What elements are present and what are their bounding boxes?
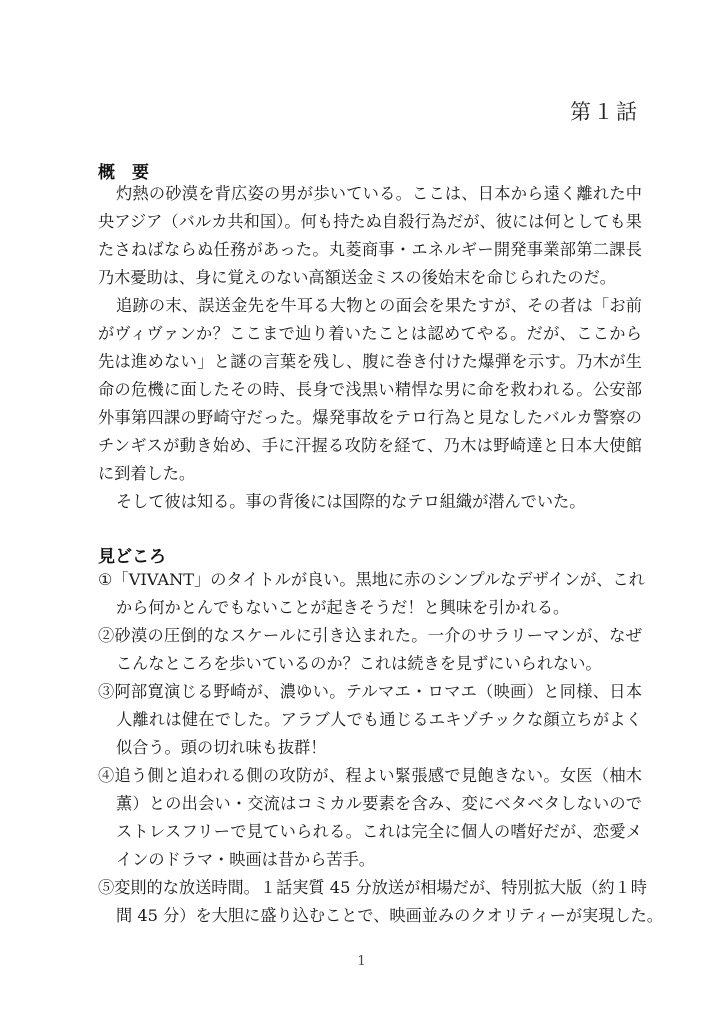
highlight-line: 人離れは健在でした。アラブ人でも通じるエキゾチックな顔立ちがよく <box>116 710 642 729</box>
summary-line: 外事第四課の野崎守だった。爆発事故をテロ行為と見なしたバルカ警察の <box>98 408 642 427</box>
summary-line: 乃木憂助は、身に覚えのない高額送金ミスの後始末を命じられたのだ。 <box>98 268 616 287</box>
highlight-line: から何かとんでもないことが起きそうだ！と興味を引かれる。 <box>116 598 570 617</box>
highlight-line: ②砂漠の圧倒的なスケールに引き込まれた。一介のサラリーマンが、なぜ <box>98 626 642 645</box>
summary-line: 央アジア（バルカ共和国）。何も持たぬ自殺行為だが、彼には何としても果 <box>98 212 642 231</box>
highlights-heading: 見どころ <box>98 547 166 567</box>
summary-line: 灼熱の砂漠を背広姿の男が歩いている。ここは、日本から遠く離れた中 <box>116 184 642 203</box>
summary-line: に到着した。 <box>98 464 196 483</box>
summary-line: 先は進めない」と謎の言葉を残し、腹に巻き付けた爆弾を示す。乃木が生 <box>98 352 642 371</box>
highlight-line: ⑤変則的な放送時間。１話実質 45 分放送が相場だが、特別拡大版（約１時 <box>98 878 647 897</box>
page-number: 1 <box>357 954 366 969</box>
episode-title: 第１話 <box>570 100 639 124</box>
summary-line: がヴィヴァンか？ここまで辿り着いたことは認めてやる。だが、ここから <box>98 324 642 343</box>
summary-line: たさねばならぬ任務があった。丸菱商事・エネルギー開発事業部第二課長 <box>98 240 642 259</box>
highlight-line: ④追う側と追われる側の攻防が、程よい緊張感で見飽きない。女医（柚木 <box>98 766 642 785</box>
summary-line: 追跡の末、誤送金先を牛耳る大物との面会を果たすが、その者は「お前 <box>116 296 642 315</box>
summary-line: 命の危機に面したその時、長身で浅黒い精悍な男に命を救われる。公安部 <box>98 380 642 399</box>
summary-line: チンギスが動き始め、手に汗握る攻防を経て、乃木は野崎達と日本大使館 <box>98 436 642 455</box>
highlight-line: ストレスフリーで見ていられる。これは完全に個人の嗜好だが、恋愛メ <box>116 822 642 841</box>
highlight-line: 間 45 分）を大胆に盛り込むことで、映画並みのクオリティーが実現した。 <box>116 906 663 925</box>
highlight-line: インのドラマ・映画は昔から苦手。 <box>116 850 375 869</box>
highlight-line: こんなところを歩いているのか？これは続きを見ずにいられない。 <box>116 654 602 673</box>
highlight-line: ③阿部寛演じる野崎が、濃ゆい。テルマエ・ロマエ（映画）と同様、日本 <box>98 682 642 701</box>
summary-line: そして彼は知る。事の背後には国際的なテロ組織が潜んでいた。 <box>116 492 586 511</box>
summary-heading: 概 要 <box>98 163 149 183</box>
highlight-line: ①「VIVANT」のタイトルが良い。黒地に赤のシンプルなデザインが、これ <box>98 570 645 589</box>
highlight-line: 薫）との出会い・交流はコミカル要素を含み、変にベタベタしないので <box>116 794 642 813</box>
highlight-line: 似合う。頭の切れ味も抜群！ <box>116 738 327 757</box>
